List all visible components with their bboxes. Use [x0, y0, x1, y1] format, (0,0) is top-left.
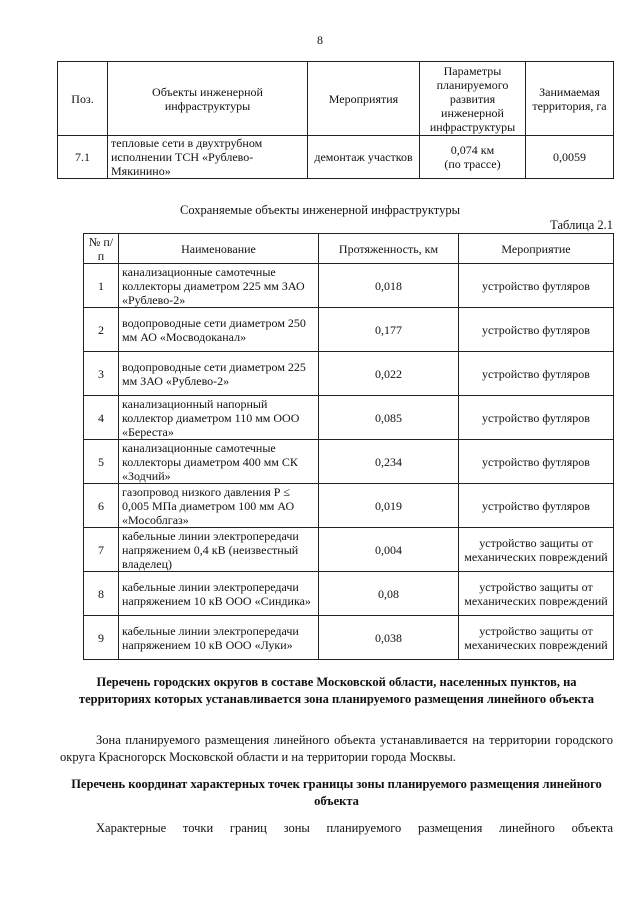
cell-name: водопроводные сети диаметром 250 мм АО «Мосводоканал»	[119, 308, 319, 352]
cell-pos: 7.1	[58, 136, 108, 179]
cell-measure: демонтаж участков	[308, 136, 420, 179]
header-length: Протяженность, км	[319, 234, 459, 264]
table-row	[84, 352, 614, 396]
cell-measure: устройство футляров	[459, 440, 614, 484]
cell-measure: устройство защиты от механических повреждений	[459, 616, 614, 660]
cell-measure: устройство защиты от механических повреждений	[459, 572, 614, 616]
header-name: Наименование	[119, 234, 319, 264]
cell-name: водопроводные сети диаметром 225 мм ЗАО «Рублево-2»	[119, 352, 319, 396]
cell-num: 6	[84, 484, 119, 528]
table-row	[84, 308, 614, 352]
table-row	[84, 572, 614, 616]
cell-name: канализационные самотечные коллекторы диаметром 400 мм СК «Зодчий»	[119, 440, 319, 484]
engineering-table-top	[57, 61, 614, 179]
header-measure: Мероприятие	[459, 234, 614, 264]
cell-name: кабельные линии электропередачи напряжением 10 кВ ООО «Луки»	[119, 616, 319, 660]
table-row	[84, 616, 614, 660]
cell-name: кабельные линии электропередачи напряжением 10 кВ ООО «Синдика»	[119, 572, 319, 616]
cell-num: 8	[84, 572, 119, 616]
cell-measure: устройство футляров	[459, 352, 614, 396]
table-caption: Сохраняемые объекты инженерной инфраструктуры	[179, 203, 461, 217]
table-row	[84, 440, 614, 484]
cell-length: 0,177	[319, 308, 459, 352]
cell-measure: устройство футляров	[459, 308, 614, 352]
cell-measure: устройство футляров	[459, 396, 614, 440]
cell-measure: устройство футляров	[459, 264, 614, 308]
table-header-row	[84, 234, 614, 264]
cell-measure: устройство защиты от механических повреждений	[459, 528, 614, 572]
param-value: 0,074 км	[450, 143, 495, 157]
section-text-districts: Зона планируемого размещения линейного объекта устанавливается на территории городского округа Красногорск Московской области и на территории города Москвы.	[60, 733, 613, 764]
cell-length: 0,004	[319, 528, 459, 572]
cell-param	[420, 136, 526, 179]
cell-name: канализационный напорный коллектор диаметром 110 мм ООО «Береста»	[119, 396, 319, 440]
cell-num: 7	[84, 528, 119, 572]
table-row	[84, 484, 614, 528]
cell-name: газопровод низкого давления Р ≤ 0,005 МПа диаметром 100 мм АО «Мособлгаз»	[119, 484, 319, 528]
page-number: 8	[317, 33, 323, 47]
table-label: Таблица 2.1	[550, 218, 613, 232]
header-area: Занимаемая территория, га	[526, 62, 614, 136]
cell-measure: устройство футляров	[459, 484, 614, 528]
header-num: № п/п	[84, 234, 119, 264]
table-row	[84, 264, 614, 308]
cell-name: кабельные линии электропередачи напряжением 0,4 кВ (неизвестный владелец)	[119, 528, 319, 572]
param-note: (по трассе)	[444, 157, 501, 171]
cell-length: 0,085	[319, 396, 459, 440]
table-row	[84, 528, 614, 572]
cell-length: 0,018	[319, 264, 459, 308]
cell-area: 0,0059	[526, 136, 614, 179]
cell-num: 4	[84, 396, 119, 440]
header-params: Параметры планируемого развития инженерной инфраструктуры	[420, 62, 526, 136]
cell-name: канализационные самотечные коллекторы диаметром 225 мм ЗАО «Рублево-2»	[119, 264, 319, 308]
cell-length: 0,08	[319, 572, 459, 616]
table-row	[84, 396, 614, 440]
cell-num: 2	[84, 308, 119, 352]
table-row	[58, 136, 614, 179]
cell-length: 0,019	[319, 484, 459, 528]
header-measures: Мероприятия	[308, 62, 420, 136]
cell-length: 0,022	[319, 352, 459, 396]
header-objects: Объекты инженерной инфраструктуры	[108, 62, 308, 136]
section-heading-coordinates: Перечень координат характерных точек границы зоны планируемого размещения линейного объекта	[71, 777, 602, 808]
header-pos: Поз.	[58, 62, 108, 136]
cell-num: 3	[84, 352, 119, 396]
cell-num: 5	[84, 440, 119, 484]
cell-object: тепловые сети в двухтрубном исполнении ТСН «Рублево-Мякинино»	[108, 136, 308, 179]
cell-num: 1	[84, 264, 119, 308]
section-text-coordinates: Характерные точки границ зоны планируемого размещения линейного объекта	[96, 821, 613, 835]
cell-length: 0,038	[319, 616, 459, 660]
preserved-objects-table	[83, 233, 614, 660]
table-header-row	[58, 62, 614, 136]
cell-length: 0,234	[319, 440, 459, 484]
cell-num: 9	[84, 616, 119, 660]
section-heading-districts: Перечень городских округов в составе Московской области, населенных пунктов, на территориях которых устанавливается зона планируемого размещения линейного объекта	[78, 675, 595, 706]
